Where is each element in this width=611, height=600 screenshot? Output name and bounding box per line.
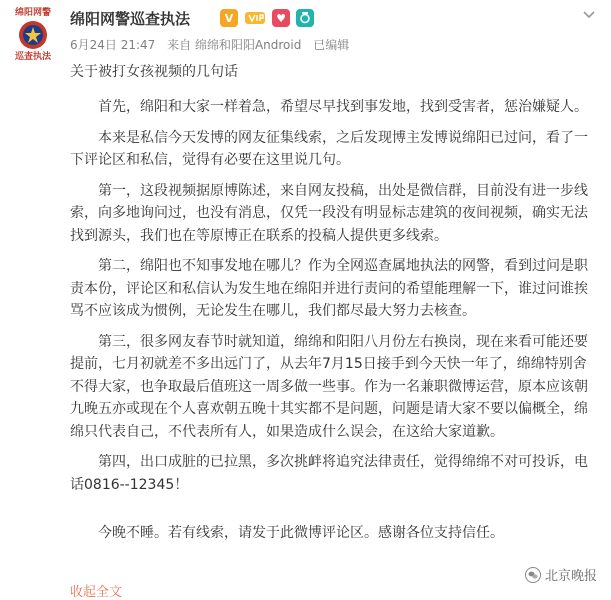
- collapse-full-text-link[interactable]: 收起全文: [70, 585, 123, 600]
- avatar-bottom-text: 巡查执法: [14, 52, 51, 62]
- vip-icon[interactable]: [244, 9, 266, 27]
- paragraph: 第二，绵阳也不知事发地在哪儿？作为全网巡查属地执法的网警，看到过问是职责本份，评论区和私信认为发生地在绵阳并进行责问的希望能理解一下，谁过问谁挨骂不应该成为惯例，无论发生在哪儿，我们都尽最大努力去核查。: [70, 258, 588, 319]
- watermark-text: 北京晚报: [544, 569, 597, 584]
- camera-badge-icon[interactable]: [296, 9, 314, 27]
- post-title: 关于被打女孩视频的几句话: [70, 64, 238, 80]
- paragraph: 今晚不睡。若有线索，请发于此微博评论区。感谢各位支持信任。: [98, 525, 504, 541]
- author-badges: [220, 9, 314, 27]
- chevron-down-icon[interactable]: [581, 6, 597, 22]
- post-meta: [70, 36, 357, 53]
- heart-badge-icon[interactable]: ♥: [272, 9, 290, 27]
- police-emblem-icon: [18, 20, 48, 50]
- post-edited-flag[interactable]: 已编辑: [313, 38, 350, 52]
- watermark: [521, 563, 601, 586]
- post-date[interactable]: 6月24日 21:47: [70, 38, 156, 52]
- paragraph: 第三，很多网友春节时就知道，绵绵和阳阳八月份左右换岗，现在来看可能还要提前，七月初就差不多出远门了，从去年7月15日接手到今天快一年了，绵绵特别舍不得大家，也争取最后值班这一周多做一些事。作为一名兼职微博运营，原本应该朝九晚五亦或现在个人喜欢朝五晚十其实都不是问题，问题是请大家不要以偏概全，绵绵只代表自己，不代表所有人，如果造成什么误会，在这给大家道歉。: [70, 333, 588, 440]
- author-name[interactable]: 绵阳网警巡查执法: [70, 10, 191, 28]
- paragraph: 首先，绵阳和大家一样着急，希望尽早找到事发地，找到受害者，惩治嫌疑人。: [98, 99, 588, 115]
- post-header: [0, 0, 611, 62]
- post-body: [70, 96, 590, 553]
- verified-badge-icon[interactable]: V: [220, 9, 238, 27]
- wechat-logo-icon: [525, 567, 541, 583]
- avatar[interactable]: [10, 8, 56, 64]
- avatar-top-text: 绵阳网警: [14, 8, 51, 18]
- paragraph: 第一，这段视频据原博陈述，来自网友投稿，出处是微信群，目前没有进一步线索，向多地询问过，也没有消息，仅凭一段没有明显标志建筑的夜间视频，确实无法找到源头，我们也在等原博正在联系的投稿人提供更多线索。: [70, 182, 588, 244]
- post-source: 来自 绵绵和阳阳Android: [167, 38, 302, 52]
- paragraph: 第四，出口成脏的已拉黑，多次挑衅将追究法律责任，觉得绵绵不对可投诉，电话0816--12345！: [70, 454, 588, 493]
- paragraph: 本来是私信今天发博的网友征集线索，之后发现博主发博说绵阳已过问，看了一下评论区和私信，觉得有必要在这里说几句。: [70, 129, 588, 168]
